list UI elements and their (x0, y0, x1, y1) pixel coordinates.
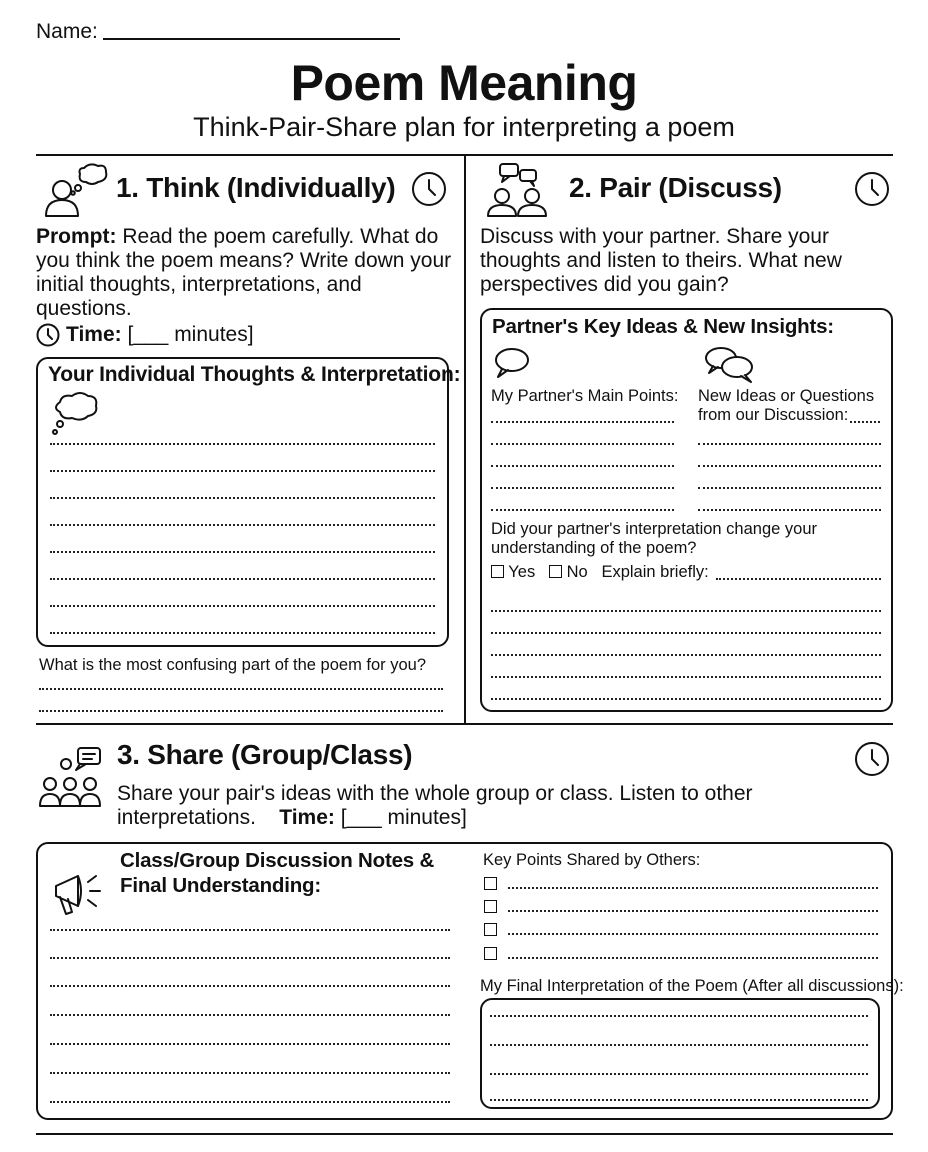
key-point-line-4[interactable] (508, 957, 878, 959)
main-points-line-3[interactable] (491, 465, 674, 467)
pair-title: 2. Pair (Discuss) (569, 172, 782, 203)
confusing-line-1[interactable] (39, 688, 443, 690)
footer-divider (36, 1133, 893, 1135)
explain-line-0[interactable] (716, 578, 881, 580)
final-line-4[interactable] (490, 1099, 868, 1101)
prompt-label: Prompt: (36, 225, 117, 248)
thoughts-line-6[interactable] (50, 578, 435, 580)
pair-intro: Discuss with your partner. Share your thoughts and listen to theirs. What new perspectives did you gain? (480, 225, 842, 296)
time-clock-icon (36, 323, 60, 347)
yes-checkbox[interactable] (491, 565, 504, 578)
key-point-checkbox-1[interactable] (484, 876, 497, 894)
confusing-line-2[interactable] (39, 710, 443, 712)
share-time-value: [___ minutes] (340, 806, 467, 829)
thoughts-line-8[interactable] (50, 632, 435, 634)
middle-divider (36, 723, 893, 725)
notes-line-3[interactable] (50, 985, 450, 987)
notes-line-2[interactable] (50, 957, 450, 959)
main-points-line-1[interactable] (491, 421, 674, 423)
main-points-line-4[interactable] (491, 487, 674, 489)
key-point-line-3[interactable] (508, 933, 878, 935)
no-checkbox[interactable] (549, 565, 562, 578)
time-value: [___ minutes] (127, 323, 254, 346)
new-ideas-line-0[interactable] (850, 421, 880, 423)
interpretation-change-question: Did your partner's interpretation change your understanding of the poem? (491, 520, 817, 557)
notes-line-1[interactable] (50, 929, 450, 931)
notes-line-7[interactable] (50, 1101, 450, 1103)
clock-icon (412, 172, 446, 206)
think-prompt (36, 225, 456, 321)
new-ideas-line-4[interactable] (698, 509, 881, 511)
prompt-text: Read the poem carefully. What do you think the poem means? Write down your initial thoughts, interpretations, and questions. (36, 225, 452, 320)
final-interpretation-label: My Final Interpretation of the Poem (After all discussions): (480, 977, 904, 995)
key-point-line-1[interactable] (508, 887, 878, 889)
key-point-checkbox-2[interactable] (484, 899, 497, 917)
explain-line-3[interactable] (491, 654, 881, 656)
name-field[interactable] (103, 38, 400, 40)
key-points-label: Key Points Shared by Others: (483, 851, 701, 869)
clock-icon (855, 172, 889, 206)
final-line-2[interactable] (490, 1044, 868, 1046)
explain-line-2[interactable] (491, 632, 881, 634)
thoughts-line-4[interactable] (50, 524, 435, 526)
new-ideas-label-line1: New Ideas or Questions (698, 387, 875, 405)
speech-bubble-icon (494, 347, 532, 379)
share-intro (117, 782, 777, 830)
page-title: Poem Meaning (290, 55, 638, 111)
main-points-line-5[interactable] (491, 509, 674, 511)
notes-title-line2: Final Understanding: (120, 874, 322, 897)
column-divider (464, 155, 466, 723)
final-line-3[interactable] (490, 1073, 868, 1075)
partner-ideas-title: Partner's Key Ideas & New Insights: (492, 315, 834, 338)
partner-main-points-label: My Partner's Main Points: (491, 387, 679, 405)
key-point-checkbox-3[interactable] (484, 922, 497, 940)
thinking-person-icon (40, 162, 108, 218)
new-ideas-line-1[interactable] (698, 443, 881, 445)
two-speech-bubbles-icon (703, 345, 755, 385)
no-label: No (566, 563, 588, 581)
share-title: 3. Share (Group/Class) (117, 739, 413, 770)
share-intro-text: Share your pair's ideas with the whole group or class. Listen to other interpretations. (117, 782, 753, 829)
thoughts-line-2[interactable] (50, 470, 435, 472)
thought-cloud-icon (50, 392, 100, 436)
page-subtitle: Think-Pair-Share plan for interpreting a poem (193, 112, 735, 142)
explain-line-1[interactable] (491, 610, 881, 612)
key-point-line-2[interactable] (508, 910, 878, 912)
main-points-line-2[interactable] (491, 443, 674, 445)
share-time-label: Time: (279, 806, 335, 829)
explain-line-4[interactable] (491, 676, 881, 678)
name-label: Name: (36, 20, 98, 43)
individual-thoughts-title: Your Individual Thoughts & Interpretation: (48, 363, 461, 386)
notes-line-4[interactable] (50, 1014, 450, 1016)
clock-icon (855, 742, 889, 776)
group-share-icon (38, 746, 108, 810)
thoughts-line-7[interactable] (50, 605, 435, 607)
notes-line-6[interactable] (50, 1072, 450, 1074)
megaphone-icon (50, 870, 106, 918)
think-title: 1. Think (Individually) (116, 172, 396, 203)
key-point-checkbox-4[interactable] (484, 946, 497, 964)
notes-title-line1: Class/Group Discussion Notes & (120, 849, 435, 872)
new-ideas-label-line2: from our Discussion: (698, 406, 849, 424)
thoughts-line-5[interactable] (50, 551, 435, 553)
explain-label: Explain briefly: (601, 563, 709, 581)
notes-line-5[interactable] (50, 1043, 450, 1045)
new-ideas-line-2[interactable] (698, 465, 881, 467)
confusing-part-question: What is the most confusing part of the poem for you? (39, 656, 427, 674)
yes-label: Yes (508, 563, 536, 581)
thoughts-line-1[interactable] (50, 443, 435, 445)
explain-line-5[interactable] (491, 698, 881, 700)
think-time (66, 323, 254, 347)
final-line-1[interactable] (490, 1015, 868, 1017)
time-label: Time: (66, 323, 122, 346)
pair-discussion-icon (484, 162, 554, 218)
new-ideas-line-3[interactable] (698, 487, 881, 489)
yes-no-row (491, 563, 709, 582)
thoughts-line-3[interactable] (50, 497, 435, 499)
